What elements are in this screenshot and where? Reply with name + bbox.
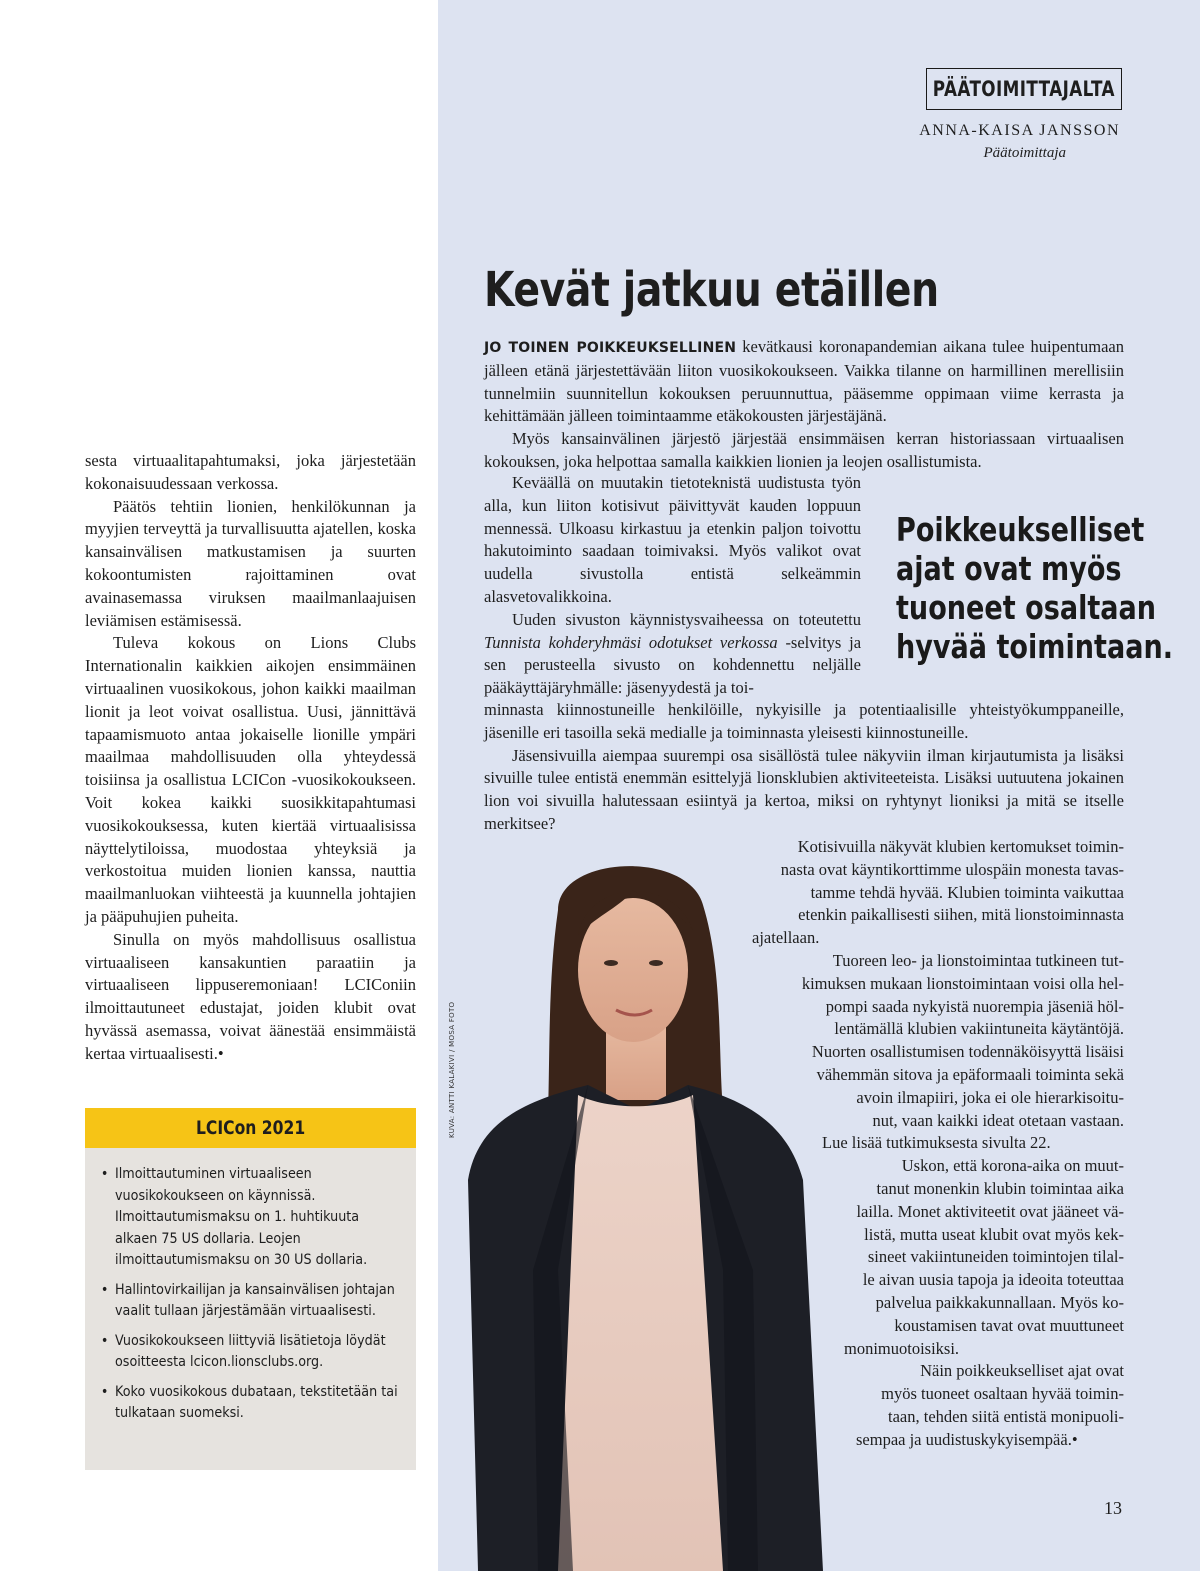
info-box-list — [85, 1148, 416, 1425]
list-item: • Vuosikokoukseen liittyviä lisätietoja löydät osoitteesta lcicon.lionsclubs.org. — [115, 1331, 405, 1374]
section-label: PÄÄTOIMITTAJALTA — [926, 68, 1122, 110]
author-name: ANNA-KAISA JANSSON — [919, 122, 1120, 139]
photo-credit: KUVA: ANTTI KALAKIVI / MOSA FOTO — [448, 1001, 456, 1138]
article-body-middle — [484, 699, 1124, 836]
paragraph: Kotisivuilla näkyvät klubien kertomukset toimin- — [797, 837, 1124, 856]
page-number: 13 — [1104, 1498, 1122, 1518]
paragraph-lead: JO TOINEN POIKKEUKSELLINEN kevätkausi koronapandemian aikana tulee huipentumaan jälleen etänä järjestettävään liiton vuosikokoukseen. Vaikka tilanne on harmillinen merellisiin tunnelmiin suunnitellun kokouksen peruunnuttua, pääsemme oppimaan viime kerrasta ja kehittämään jälleen toimintaamme etäkokousten järjestäjänä. — [484, 337, 1124, 426]
lcicon-info-box — [85, 1108, 416, 1470]
author-role: Päätoimittaja — [983, 145, 1066, 161]
paragraph: minnasta kiinnostuneille henkilöille, nykyisille ja potentiaalisille yhteistyökumppaneille, jäsenille eri tasoilla sekä medialle ja toiminnasta yleisesti kiinnostuneille. — [484, 700, 1124, 742]
article-title: Kevät jatkuu etäillen — [484, 262, 939, 318]
paragraph: Uuden sivuston käynnistysvaiheessa on toteutettu Tunnista kohderyhmäsi odotukset verkossa -selvitys ja sen perusteella sivusto on kohdennettu neljälle pääkäyttäjäryhmälle: jäsenyydestä ja toi- — [484, 609, 862, 698]
paragraph: Jäsensivuilla aiempaa suurempi osa sisällöstä tulee näkyviin ilman kirjautumista ja lisäksi sivuille tulee entistä enemmän esittelyjä lionsklubien aktiviteeteista. Lisäksi uutuutena jokainen lion voi sivuilla halutessaan esiintyä ja kertoa, miksi on ryhtynyt lioniksi ja mitä se itselle merkitsee? — [484, 745, 1124, 833]
paragraph: Keväällä on muutakin tietoteknistä uudistusta työn alla, kun liiton kotisivut päivittyvät kauden loppuun mennessä. Ulkoasu kirkastuu ja etenkin paljon toivottu hakutoiminto saadaan toimivaksi. Myös valikot ovat uudella sivustolla entistä selkeämmin alasvetovalikkoina. — [484, 473, 861, 606]
left-column — [85, 450, 416, 1066]
paragraph: Myös kansainvälinen järjestö järjestää ensimmäisen kerran historiassaan virtuaalisen kokouksen, joka helpottaa samalla kaikkien lionien ja leojen osallistumista. — [484, 429, 1124, 471]
paragraph: sesta virtuaalitapahtumaksi, joka järjestetään kokonaisuudessaan verkossa. — [85, 451, 416, 493]
list-item: • Hallintovirkailijan ja kansainvälisen johtajan vaalit tullaan järjestämään virtuaalisesti. — [115, 1280, 405, 1323]
paragraph: Päätös tehtiin lionien, henkilökunnan ja myyjien terveyttä ja turvallisuutta ajatellen, koska kansainvälisen matkustamisen ja suurten kokoontumisten rajoittaminen ovat avainasemassa viruksen maailmanlaajuisen leviämisen estämisessä. — [85, 496, 416, 630]
list-item: • Koko vuosikokous dubataan, tekstitetään tai tulkataan suomeksi. — [115, 1382, 405, 1425]
pull-quote: Poikkeukselliset ajat ovat myös tuoneet osaltaan hyvää toimintaan. — [896, 510, 1174, 666]
list-item: • Ilmoittautuminen virtuaaliseen vuosikokoukseen on käynnissä. Ilmoittautumismaksu on 1. huhtikuuta alkaen 75 US dollaria. Leojen ilmoittautumismaksu on 30 US dollaria. — [115, 1164, 405, 1272]
article-body-top — [484, 336, 1124, 474]
info-box-title: LCICon 2021 — [85, 1108, 416, 1148]
article-body-narrow — [484, 472, 861, 700]
paragraph: Tuleva kokous on Lions Clubs Internationalin kaikkien aikojen ensimmäinen virtuaalinen vuosikokous, johon kaikki maailman lionit ja leot voivat osallistua. Uusi, jännittävä tapaamismuoto antaa jokaiselle lionille ympäri maailmaa mahdollisuuden olla yhteydessä toisiinsa ja osallistua LCICon -vuosikokoukseen. Voit kokea kaikki suosikkitapahtumasi vuosikokouksessa, kuten kiertää virtuaalisissa näyttelytiloissa, muodostaa yhteyksiä ja verkostoitua muiden lionien kanssa, nauttia maailmanluokan viihteestä ja kuunnella johtajien ja pääpuhujien puheita. — [85, 633, 416, 926]
lead-caps: JO TOINEN POIKKEUKSELLINEN — [484, 340, 737, 356]
article-body-lower: Kotisivuilla näkyvät klubien kertomukset toimin- nasta ovat käyntikorttimme ulospäin monesta tavas- tamme tehdä hyvää. Klubien toiminta vaikuttaa etenkin paikallisesti siihen, mitä lionstoiminnasta ajatellaan. Tuoreen leo- ja lionstoimintaa tutkineen tut- kimuksen mukaan lionstoimintaan voisi olla hel- pompi saada nykyistä nuorempia jäseniä höl- lentämällä klubien vakiintuneita käytäntöjä. Nuorten osallistumisen todennäköisyyttä lisäisi vähemmän sitova ja epäformaali toiminta sekä avoin ilmapiiri, joka ei ole hierarkisoitu- nut, vaan kaikki ideat otetaan vastaan. Lue lisää tutkimuksesta sivulta 22. Uskon, että korona-aika on muut- tanut monenkin klubin toimintaa aika lailla. Monet aktiviteetit ovat jääneet vä- listä, mutta useat klubit ovat myös kek- sineet vakiintuneiden toimintojen tilal- le aivan uusia tapoja ja ideoita toteuttaa palvelua paikkakunnallaan. Myös ko- koustamisen tavat ovat muuttuneet monimuotoisiksi. Näin poikkeukselliset ajat ovat myös tuoneet osaltaan hyvää toimin- taan, tehden siitä entistä monipuoli- sempaa ja uudistuskykyisempää.• — [700, 836, 1124, 1452]
paragraph: Sinulla on myös mahdollisuus osallistua virtuaaliseen kansakuntien paraatiin ja virtuaaliseen lippuseremoniaan! LCIConiin ilmoittautuneet edustajat, joiden klubit ovat hyvässä asemassa, voivat äänestää ensimmäistä kertaa virtuaalisesti.• — [85, 929, 416, 1063]
